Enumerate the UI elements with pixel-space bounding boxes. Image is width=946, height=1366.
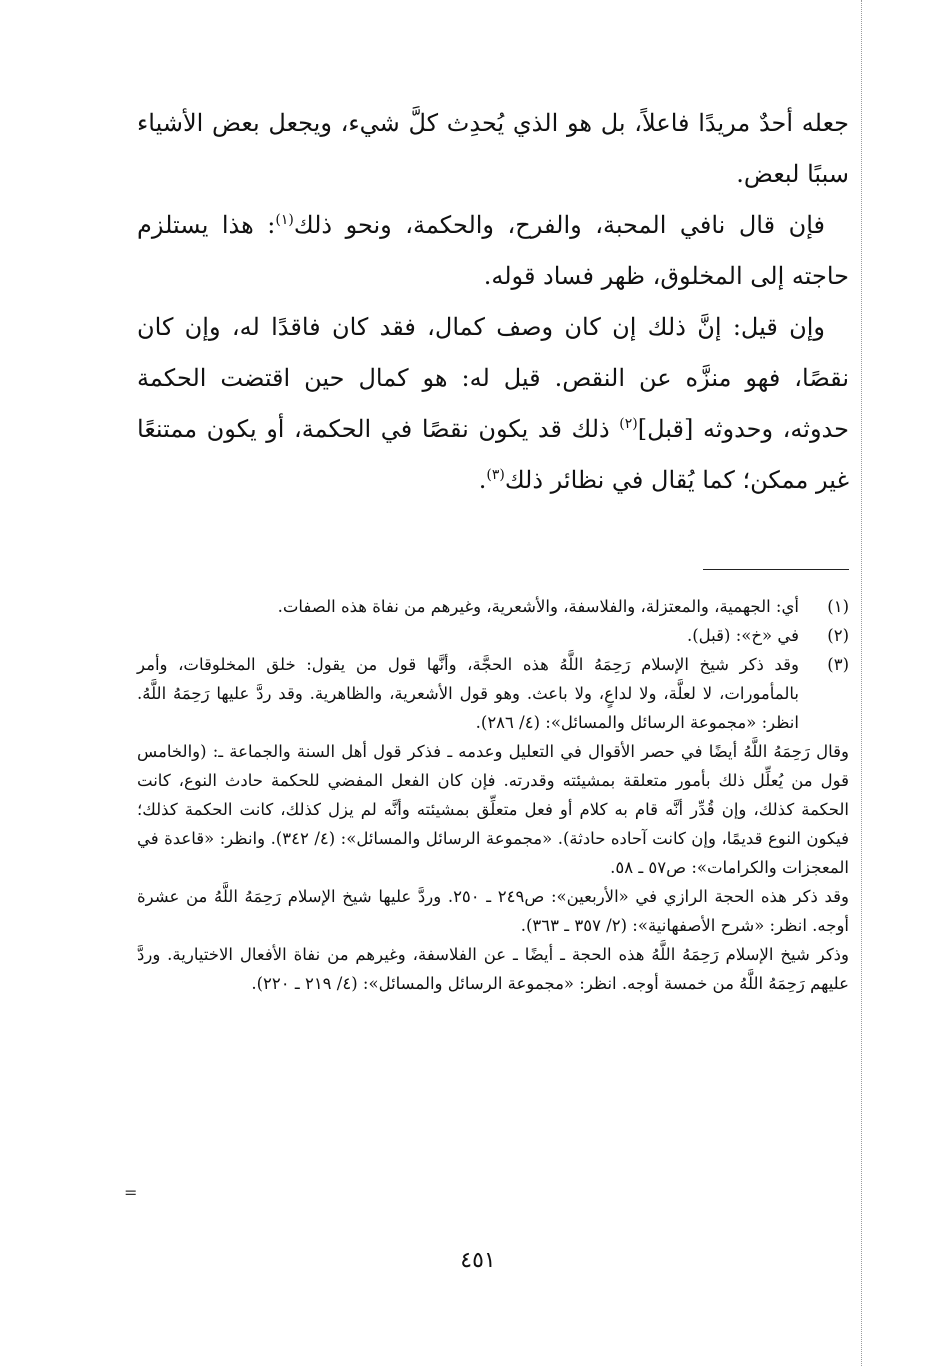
footnote-3 bbox=[137, 650, 849, 737]
paragraph-3-middle: ذلك قد يكون نقصًا في الحكمة، أو يكون ممتنعًا غير ممكن؛ كما يُقال في نظائر ذلك bbox=[137, 415, 849, 494]
paragraph-3-end: . bbox=[478, 466, 487, 494]
footnote-2 bbox=[137, 621, 849, 650]
footnote-marker-2[interactable]: (٢) bbox=[619, 416, 638, 432]
paragraph-3-start: وإن قيل: إنَّ ذلك إن كان وصف كمال، فقد كان فاقدًا له، وإن كان نقصًا، فهو منزَّه عن النقص. قيل له: هو كمال حين اقتضت الحكمة حدوثه، وحدوثه [قبل] bbox=[137, 313, 850, 443]
footnote-paragraph: وقد ذكر شيخ الإسلام رَحِمَهُ اللَّهُ هذه الحجَّة، وأنَّها قول من يقول: خلق المخلوقات، وأمر بالمأمورات، لا لعلَّة، ولا لداعٍ، ولا باعث. وهو قول الأشعرية، والظاهرية. وقد ردَّ عليها رَحِمَهُ اللَّهُ. انظر: «مجموعة الرسائل والمسائل»: (٤/ ٢٨٦). bbox=[137, 655, 799, 732]
footnote-number: (٢) bbox=[827, 626, 849, 645]
footnote-continuation-1: وقال رَحِمَهُ اللَّهُ أيضًا في حصر الأقوال في التعليل وعدمه ـ فذكر قول أهل السنة والجماعة ـ: (والخامس قول من يُعلِّل ذلك بأمور متعلقة بمشيئته وقدرته. فإن كان الفعل المفضي للحكمة حادث النوع، كانت الحكمة كذلك، وإن قُدِّر أنَّه قام به كلام أو فعل متعلِّق بمشيئته وأنَّه لم يزل كذلك، كانت الحكمة كذلك؛ فيكون النوع قديمًا، وإن كانت آحاده حادثة). «مجموعة الرسائل والمسائل»: (٤/ ٣٤٢). وانظر: «قاعدة في المعجزات والكرامات»: ص٥٧ ـ ٥٨. bbox=[137, 742, 849, 877]
paragraph-3 bbox=[137, 302, 849, 506]
paragraph-2 bbox=[137, 200, 849, 302]
footnote-marker-1[interactable]: (١) bbox=[275, 212, 294, 228]
footnote-1 bbox=[137, 592, 849, 621]
footnote-continuation-2: وقد ذكر هذه الحجة الرازي في «الأربعين»: ص٢٤٩ ـ ٢٥٠. وردَّ عليها شيخ الإسلام رَحِمَهُ اللَّهُ من عشرة أوجه. انظر: «شرح الأصفهانية»: (٢/ ٣٥٧ ـ ٣٦٣). bbox=[137, 887, 849, 935]
scan-edge-line bbox=[861, 0, 862, 1366]
footnote-separator bbox=[703, 569, 849, 570]
footnotes bbox=[137, 592, 849, 998]
footnote-number: (٣) bbox=[827, 655, 849, 674]
footnote-text bbox=[137, 592, 799, 621]
continuation-mark: = bbox=[124, 1183, 138, 1202]
footnote-paragraph: في «خ»: (قبل). bbox=[686, 626, 799, 645]
paragraph-2-rest: : هذا يستلزم حاجته إلى المخلوق، ظهر فساد قوله. bbox=[137, 211, 849, 290]
footnote-text bbox=[137, 621, 799, 650]
page-number: ٤٥١ bbox=[460, 1248, 496, 1273]
footnote-paragraph: أي: الجهمية، والمعتزلة، والفلاسفة، والأشعرية، وغيرهم من نفاة هذه الصفات. bbox=[277, 597, 799, 616]
footnote-text bbox=[137, 650, 799, 737]
footnote-number: (١) bbox=[827, 597, 849, 616]
main-text bbox=[137, 98, 849, 506]
footnote-marker-3[interactable]: (٣) bbox=[486, 467, 505, 483]
footnote-continuation-3: وذكر شيخ الإسلام رَحِمَهُ اللَّهُ هذه الحجة ـ أيضًا ـ عن الفلاسفة، وغيرهم من نفاة الأفعال الاختيارية. وردَّ عليهم رَحِمَهُ اللَّهُ من خمسة أوجه. انظر: «مجموعة الرسائل والمسائل»: (٤/ ٢١٩ ـ ٢٢٠). bbox=[137, 945, 849, 993]
paragraph-2-start: فإن قال نافي المحبة، والفرح، والحكمة، ونحو ذلك bbox=[293, 211, 825, 239]
paragraph-1: جعله أحدٌ مريدًا فاعلاً، بل هو الذي يُحدِث كلَّ شيء، ويجعل بعض الأشياء سببًا لبعض. bbox=[137, 109, 849, 188]
